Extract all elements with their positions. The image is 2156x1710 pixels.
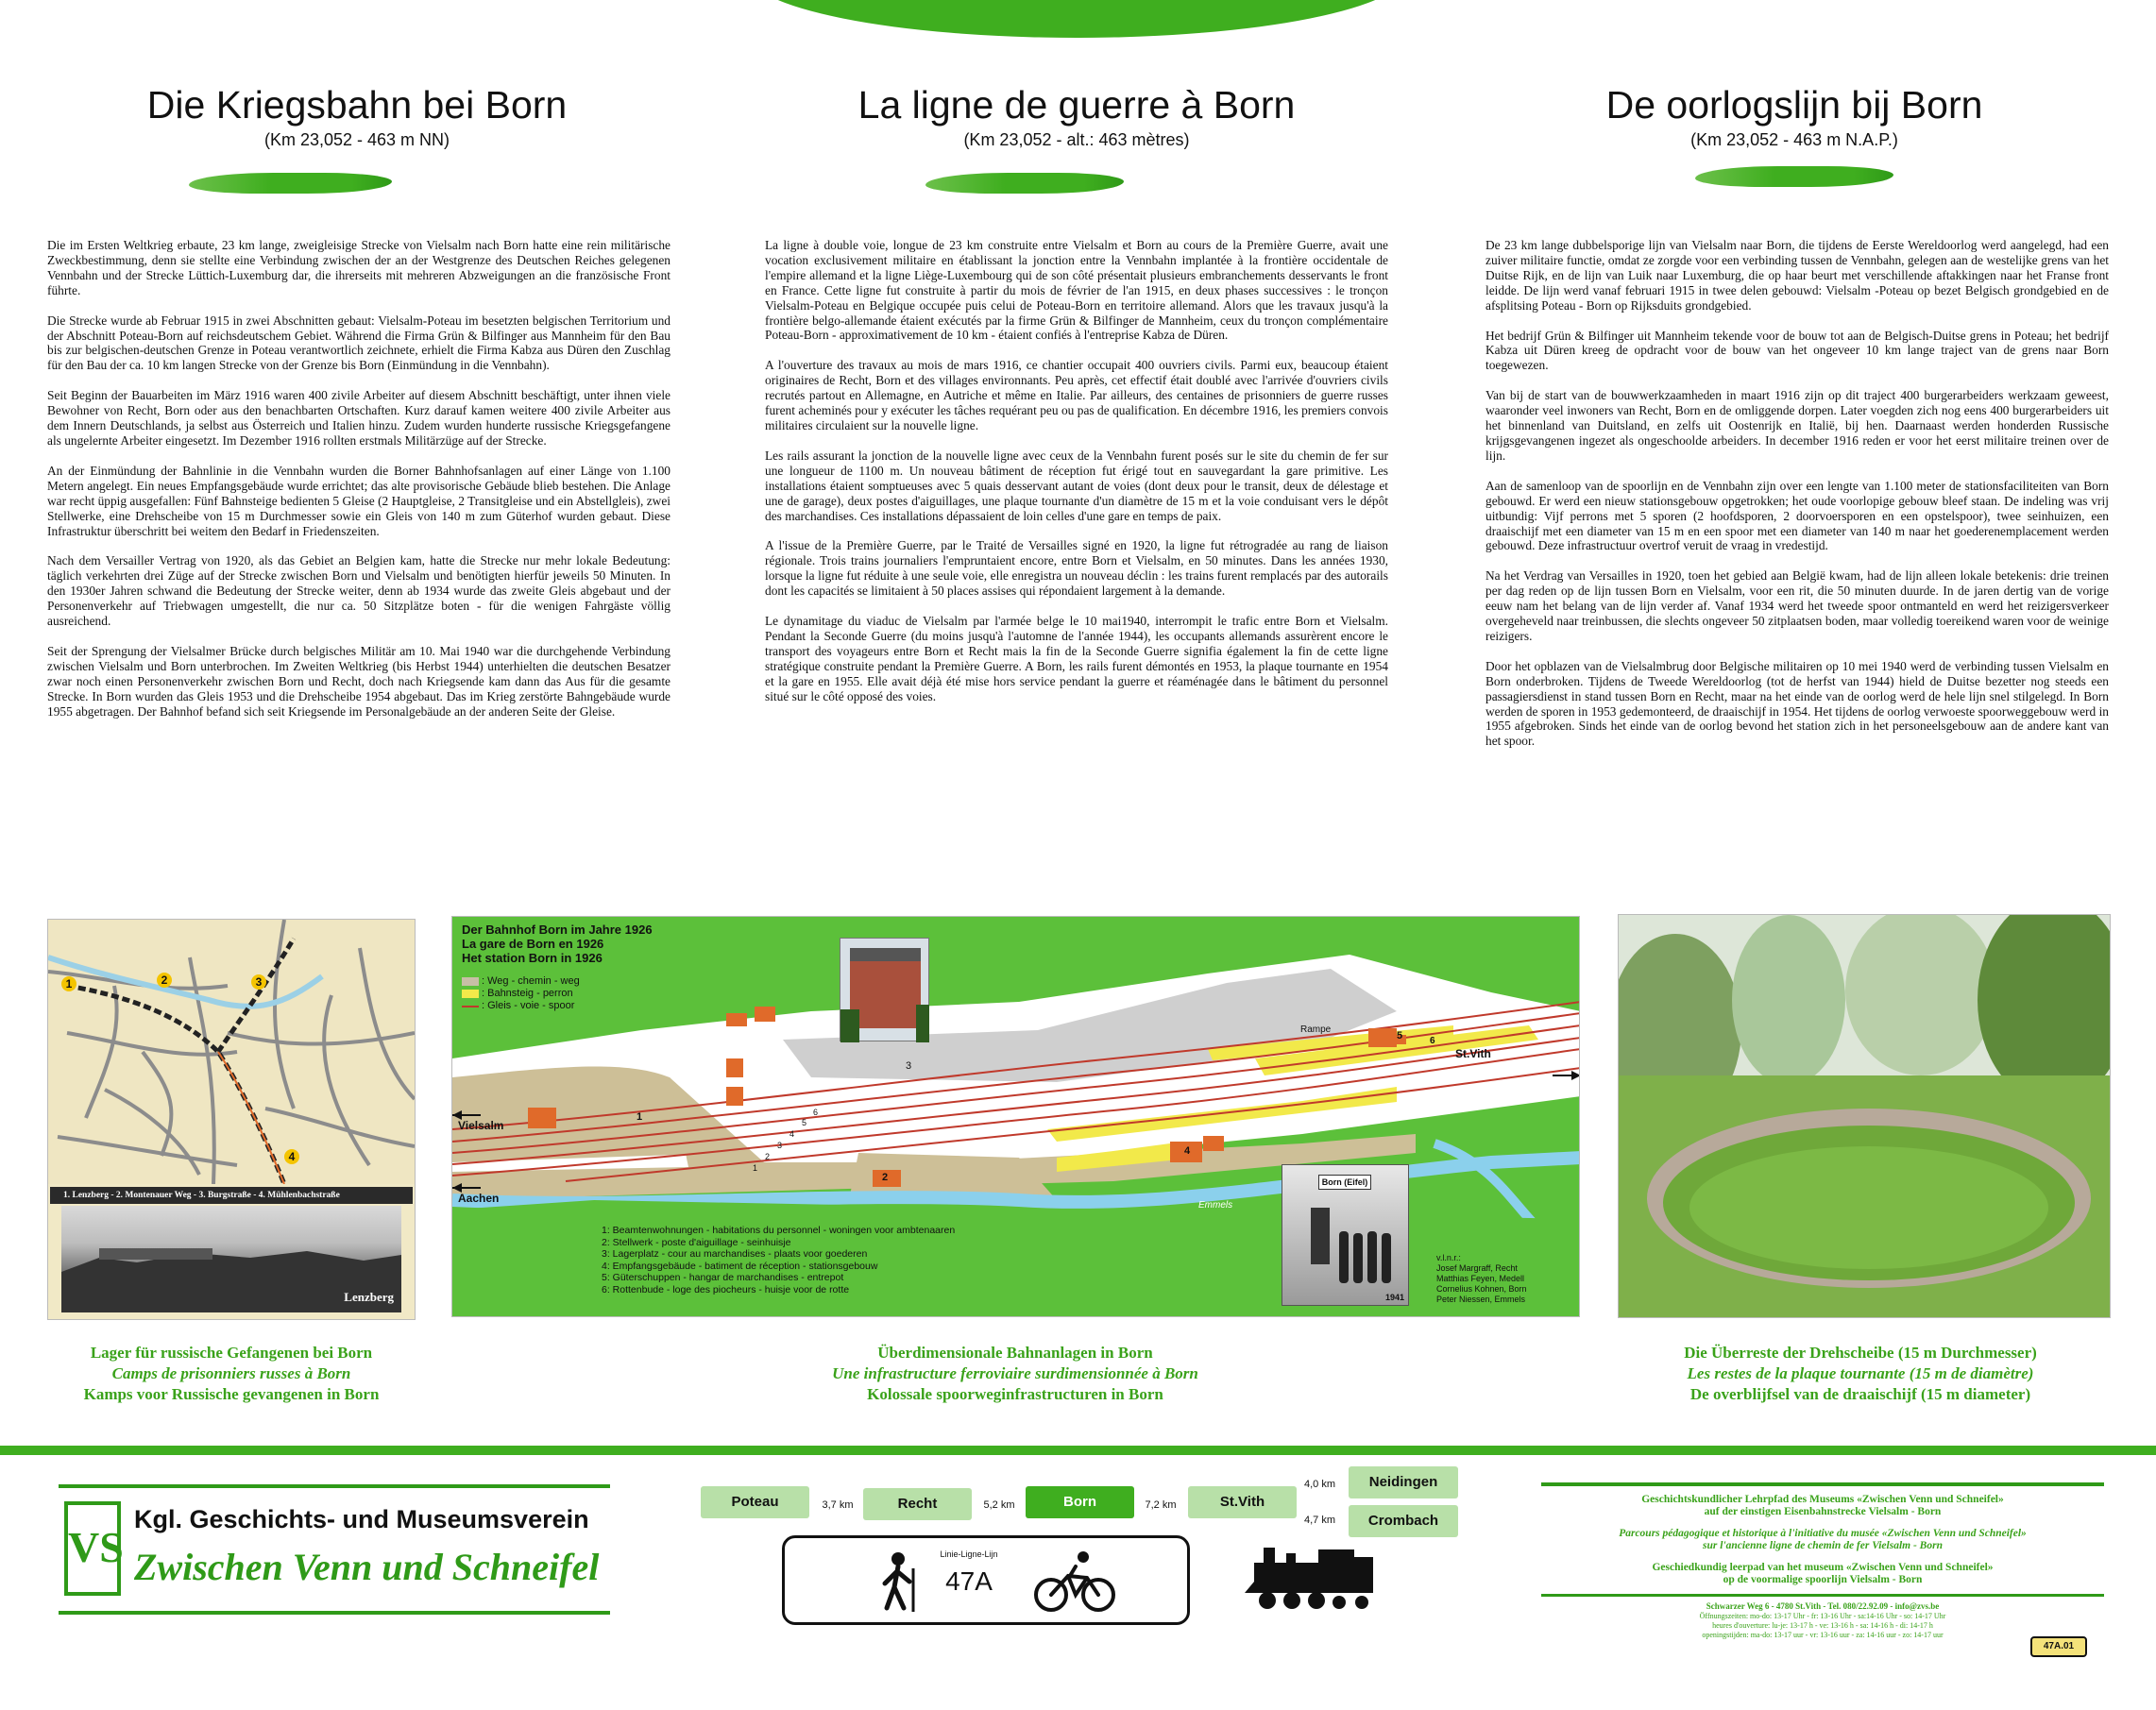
body-text-dutch: [1485, 238, 2109, 764]
label-aachen: Aachen: [458, 1192, 500, 1205]
map-marker: 2: [157, 973, 172, 988]
track-number: 3: [777, 1141, 783, 1150]
paragraph: Die im Ersten Weltkrieg erbaute, 23 km lange, zweigleisige Strecke von Vielsalm nach Born hatte eine rein militärische Zweckbestimmung, denn sie stellte eine Verbindung zwischen der an der Westgrenze des Deutschen Reiches gelegenen Vennbahn und der Strecke Lüttich-Luxemburg dar, die ihrerseits mit mehreren Abzweigungen an die französische Front führte.: [47, 238, 671, 297]
legend-label: : Bahnsteig - perron: [482, 988, 573, 999]
caption-line: Cornelius Kohnen, Born: [1436, 1284, 1527, 1294]
tree: [840, 1009, 859, 1042]
paragraph: Van bij de start van de bouwwerkzaamheden in maart 1916 zijn op dit traject 400 burgerarbeiders werkzaam geweest, waaronder veel inwoners van Recht, Born en de omliggende dorpen. Later voegden zich nog eens 400 burgerarbeiders uit het binnenland van Duitsland, en zelfs uit Oostenrijk en Italië, bij hen. Daarnaast werden honderden Russische krijgsgevangenen ingezet als ongeschoolde arbeiders. In december 1916 reden er voor het eerst militaire treinen over de lijn.: [1485, 388, 2109, 463]
paragraph: Het bedrijf Grün & Bilfinger uit Mannheim tekende voor de bouw tot aan de Belgisch-Duitse grens in Poteau; het bedrijf Kabza uit Düren kreeg de opdracht voor de bouw van het ongeveer 10 km lange traject van de grens naar Born toegewezen.: [1485, 328, 2109, 373]
caption-line: Josef Margraff, Recht: [1436, 1263, 1518, 1273]
list-item: 2: Stellwerk - poste d'aiguillage - seinhuisje: [602, 1236, 791, 1248]
turntable-scene: [1619, 915, 2111, 1318]
distance: 7,2 km: [1145, 1499, 1177, 1511]
list-item: 6: Rottenbude - loge des piocheurs - huisje voor de rotte: [602, 1283, 850, 1295]
logo-line1: Kgl. Geschichts- und Museumsverein: [134, 1505, 589, 1533]
top-decorative-oval: [746, 0, 1407, 38]
label-emmels: Emmels: [1198, 1200, 1233, 1211]
info-hours: heures d'ouverture: lu-je: 13-17 h - ve: 13-16 h - sa: 14-16 h - di: 14-17 h: [1712, 1621, 1933, 1630]
map-marker: 4: [284, 1149, 299, 1164]
door: [1311, 1208, 1330, 1264]
caption-fr: Camps de prisonniers russes à Born: [111, 1364, 351, 1382]
info-line: auf der einstigen Eisenbahnstrecke Vielsalm - Born: [1704, 1506, 1942, 1517]
station-born: Born: [1026, 1486, 1134, 1518]
paragraph: Le dynamitage du viaduc de Vielsalm par l'armée belge le 10 mai1940, interrompit le trafic entre Born et Vielsalm. Pendant la Seconde Guerre (du moins jusqu'à l'automne de l'année 1944), les occupants allemands assurèrent encore le transport des voyageurs entre Born et Recht mais la fin de la Seconde Guerre signifia également la fin de cette ligne stratégique construite pendant la Première Guerre. A Born, les rails furent démontés en 1953, la plaque tournante en 1954 et la gare en 1955. Elle avait déjà été mise hors service pendant la guerre et réaménagée dans le bâtiment du personnel situé sur le côté opposé des voies.: [765, 614, 1388, 703]
caption-fr: Les restes de la plaque tournante (15 m de diamètre): [1687, 1364, 2034, 1382]
station-crombach: Crombach: [1349, 1505, 1458, 1537]
station-stvith: St.Vith: [1188, 1486, 1297, 1518]
track-number: 6: [813, 1108, 819, 1117]
list-item: 3: Lagerplatz - cour au marchandises - plaats voor goederen: [602, 1248, 868, 1260]
plan-title-de: Der Bahnhof Born im Jahre 1926: [462, 923, 653, 937]
distance: 4,7 km: [1303, 1515, 1335, 1526]
label-stvith: St.Vith: [1455, 1047, 1491, 1060]
legend-swatch-platform: [462, 990, 479, 998]
station-plan-title: [462, 923, 653, 965]
caption-nl: Kolossale spoorweginfrastructuren in Born: [867, 1385, 1163, 1403]
paragraph: Les rails assurant la jonction de la nouvelle ligne avec ceux de la Vennbahn furent posés sur le site du chemin de fer sur une longueur de 1100 m. Un nouveau bâtiment de réception fut érigé tout en sauvegardant la gare primitive. Les installations étaient somptueuses avec 5 quais desservant autant de voies (dont deux pour le transit, deux de délestage et une de garage), deux postes d'aiguillages, une plaque tournante d'un diamètre de 15 m et la voie conduisant vers le dépôt des marchandises. Ces installations dépassaient de loin celles d'une gare en temps de paix.: [765, 448, 1388, 523]
info-line: Geschiedkundig leerpad van het museum «Zwischen Venn und Schneifel»: [1652, 1562, 1994, 1573]
legend-label: : Weg - chemin - weg: [482, 975, 580, 987]
brush-stroke-dutch: [1695, 166, 1893, 187]
photo-label: Lenzberg: [344, 1290, 394, 1304]
building-roof: [850, 948, 921, 961]
photo-station-1941: [1282, 1164, 1409, 1306]
distance: 4,0 km: [1303, 1479, 1335, 1490]
distance: 5,2 km: [983, 1499, 1015, 1511]
map-legend-caption: 1. Lenzberg - 2. Montenauer Weg - 3. Burgstraße - 4. Mühlenbachstraße: [50, 1187, 413, 1204]
museum-logo: [59, 1484, 610, 1615]
caption-prisoner-camp: [19, 1343, 444, 1405]
line-number-box: [782, 1535, 1190, 1625]
person: [1339, 1231, 1349, 1283]
map-marker: 3: [251, 974, 266, 990]
station-sign-sub: (Eifel): [1344, 1177, 1368, 1187]
caption-line: Matthias Feyen, Medell: [1436, 1274, 1525, 1283]
legend-swatch-track: [462, 1006, 479, 1007]
label-building-4: 4: [1184, 1145, 1191, 1157]
paragraph: La ligne à double voie, longue de 23 km construite entre Vielsalm et Born au cours de la Première Guerre, avait une vocation exclusivement militaire en établissant la jonction entre la Vennbahn implantée à la frontière occidentale de l'empire allemand et la ligne Liège-Luxembourg qui de son côté présentait plusieurs embranchements desservants le front en France. Cette ligne fut construite à partir du mois de février de l'an 1915, en deux phases successives : le tronçon Vielsalm-Poteau en Belgique occupée puis celui de Poteau-Born en territoire allemand. Alors que les travaux jusqu'à la frontière belgo-allemande étaient exécutés par la firme Grün & Bilfinger de Mannheim, ceux du tronçon complémentaire Poteau-Born - approximativement de 10 km - étaient confiés à l'entreprise Kabza de Düren.: [765, 238, 1388, 343]
track-number: 2: [765, 1152, 771, 1161]
paragraph: Die Strecke wurde ab Februar 1915 in zwei Abschnitten gebaut: Vielsalm-Poteau im besetzten belgischen Territorium und der Abschnitt Poteau-Born auf reichsdeutschem Gebiet. Während die Firma Grün & Bilfinger aus Mannheim für den Bau bis zur belgischen-deutschen Grenze in Poteau verantwortlich zeichnete, erhielt die Firma Kabza aus Düren den Zuschlag für den Bau der ca. 10 km langen Strecke von der Grenze bis Born (Einmündung in die Vennbahn).: [47, 313, 671, 373]
brush-stroke-french: [925, 173, 1124, 194]
tree: [916, 1005, 929, 1042]
label-rampe: Rampe: [1300, 1024, 1332, 1035]
station-neidingen: Neidingen: [1349, 1466, 1458, 1498]
paragraph: De 23 km lange dubbelsporige lijn van Vielsalm naar Born, die tijdens de Eerste Wereldoorlog werd aangelegd, had een zuiver militaire functie, omdat ze zorgde voor een verbinding tussen de Vennbahn, gelegen aan de westelijke grens van het Duitse Rijk, en de lijn van Luik naar Luxemburg, die op haar beurt met verschillende aftakkingen naar het Franse front leidde. De lijn werd vanaf februari 1915 in twee delen gebouwd: Vielsalm -Poteau op bezet Belgisch grondgebied en de afsplitsing Poteau - Born op Rijksduits grondgebied.: [1485, 238, 2109, 313]
panel-code-badge: 47A.01: [2030, 1636, 2087, 1657]
paragraph: Aan de samenloop van de spoorlijn en de Vennbahn zijn over een lengte van 1.100 meter de stationsfaciliteiten van Born gebouwd. Er werd een nieuw stationsgebouw opgetrokken; het oude voorlopige gebouw bleef staan. De indeling was vrij uitbundig: Vijf perrons met 5 sporen (2 hoofdsporen, 2 doorvoersporen en een opstelspoor), twee seinhuizen, een draaischijf met een diameter van 15 m en een spoor met een diameter van 140 m naar het goederenemplacement werden gebouwd. Deze infrastructuur overtrof veruit de vraag in vredestijd.: [1485, 478, 2109, 553]
label-vielsalm: Vielsalm: [458, 1119, 504, 1132]
list-item: 4: Empfangsgebäude - batiment de réception - stationsgebouw: [602, 1260, 878, 1272]
info-hours: Öffnungszeiten: mo-do: 13-17 Uhr - fr: 13-16 Uhr - sa:14-16 Uhr - so: 14-17 Uhr: [1699, 1612, 1946, 1620]
title-dutch: De oorlogslijn bij Born: [1605, 83, 1983, 127]
distance: 3,7 km: [822, 1499, 854, 1511]
info-hours: openingstijden: ma-do: 13-17 uur - vr: 13-16 uur - za: 14-16 uur - zo: 14-17 uur: [1702, 1631, 1944, 1639]
photo-people-caption: [1436, 1253, 1527, 1305]
caption-station-plan: [727, 1343, 1303, 1405]
plan-numbered-list: [602, 1225, 955, 1295]
station-poteau: Poteau: [701, 1486, 809, 1518]
label-building-2: 2: [882, 1172, 889, 1183]
person: [1382, 1233, 1391, 1283]
brush-stroke-german: [189, 173, 392, 194]
person: [1367, 1231, 1377, 1283]
logo-line2: Zwischen Venn und Schneifel: [134, 1546, 600, 1588]
info-block: [1541, 1482, 2104, 1640]
photo-lenzberg: [61, 1206, 401, 1312]
paragraph: An der Einmündung der Bahnlinie in die Vennbahn wurden die Borner Bahnhofsanlagen auf einer Länge von 1.100 Metern angelegt. Ein neues Empfangsgebäude wurde errichtet; das alte provisorische Gebäude blieb bestehen. Die Anlage war recht üppig ausgefallen: Fünf Bahnsteige bedienten 5 Gleise (2 Hauptgleise, 2 Transitgleise und ein Abstellgleis), zwei Stellwerke, eine Drehscheibe von 15 m Durchmesser sowie ein Gleis von 140 m zum Güterhof wurden gebaut. Diese Infrastruktur überschritt bei weitem den Bedarf in Friedenszeiten.: [47, 463, 671, 538]
label-area-3: 3: [906, 1060, 912, 1072]
label-building-5: 5: [1397, 1030, 1403, 1041]
line-number: 47A: [945, 1566, 993, 1596]
photo-turntable-remains: [1618, 914, 2111, 1318]
info-line: Parcours pédagogique et historique à l'initiative du musée «Zwischen Venn und Schneifel»: [1619, 1528, 2027, 1539]
caption-fr: Une infrastructure ferroviaire surdimensionnée à Born: [832, 1364, 1198, 1382]
label-building-6: 6: [1430, 1036, 1435, 1046]
paragraph: Nach dem Versailler Vertrag von 1920, als das Gebiet an Belgien kam, hatte die Strecke nur mehr lokale Bedeutung: täglich verkehrten drei Züge auf der Strecke zwischen Born und Vielsalm und benötigten hierfür jeweils 50 Minuten. In den 1930er Jahren schwand die Bedeutung der Strecke weiter, denn ab 1934 wurde das zweite Gleis abgebaut und der Personenverkehr auf Triebwagen umgestellt, die nur ca. 50 Sitzplätze boten - für die wenigen Fahrgäste völlig ausreichend.: [47, 553, 671, 629]
track-number: 4: [789, 1129, 795, 1139]
caption-turntable: [1568, 1343, 2153, 1405]
plan-title-fr: La gare de Born en 1926: [462, 937, 604, 951]
map-marker: 1: [61, 976, 76, 991]
caption-nl: De overblijfsel van de draaischijf (15 m diameter): [1689, 1385, 2031, 1403]
paragraph: A l'ouverture des travaux au mois de mars 1916, ce chantier occupait 400 ouvriers civils. Parmi eux, beaucoup étaient originaires de Recht, Born et des villages environnants. Peu après, cet effectif était doublé avec l'arrivée d'ouvriers civils recrutés partout en Allemagne, en Autriche et même en Italie. Par ailleurs, des centaines de prisonniers de guerre russes furent acheminés pour y exécuter les tâches requérant peu ou pas de qualification. En décembre 1916, les premiers convois militaires circulaient sur la nouvelle ligne.: [765, 358, 1388, 432]
area-map: [48, 920, 415, 1184]
station-sign-name: Born: [1321, 1177, 1342, 1187]
list-item: 1: Beamtenwohnungen - habitations du personnel - woningen voor ambtenaaren: [602, 1225, 956, 1236]
info-line: op de voormalige spoorlijn Vielsalm - Born: [1723, 1574, 1923, 1585]
logo-mark: VS: [64, 1501, 121, 1596]
info-line: Geschichtskundlicher Lehrpfad des Museums «Zwischen Venn und Schneifel»: [1641, 1494, 2004, 1505]
caption-nl: Kamps voor Russische gevangenen in Born: [83, 1385, 380, 1403]
station-sign: [1318, 1175, 1371, 1190]
plan-legend: [462, 975, 580, 1012]
line-label: Linie-Ligne-Lijn: [940, 1549, 998, 1559]
building-facade: [850, 957, 921, 1028]
info-line: sur l'ancienne ligne de chemin de fer Vielsalm - Born: [1703, 1540, 1943, 1551]
hiker-icon: [870, 1549, 926, 1616]
locomotive-icon: [1245, 1544, 1377, 1612]
title-french: La ligne de guerre à Born: [857, 83, 1296, 127]
caption-de: Die Überreste der Drehscheibe (15 m Durchmesser): [1684, 1344, 2037, 1362]
person: [1353, 1233, 1363, 1283]
photo-station-building: [840, 938, 929, 1041]
paragraph: Seit der Sprengung der Vielsalmer Brücke durch belgisches Militär am 10. Mai 1940 war die durchgehende Verbindung zwischen Vielsalm und Born unterbrochen. Im Zweiten Weltkrieg (bis Herbst 1944) unterhielten die deutschen Besatzer zwar noch einen Personenverkehr zwischen Born und Recht, doch nach Kriegsende kam dann das Aus für die gesamte Strecke. In Born wurden das Gleis 1953 und die Drehscheibe 1954 abgebaut. Das im Krieg zerstörte Bahngebäude wurde 1955 abgetragen. Der Bahnhof befand sich seit Kriegsende im Personalgebäude an der anderen Seite der Gleise.: [47, 643, 671, 719]
caption-line: v.l.n.r.:: [1436, 1253, 1461, 1262]
legend-swatch-path: [462, 977, 479, 986]
caption-de: Überdimensionale Bahnanlagen in Born: [877, 1344, 1153, 1362]
photo-year: 1941: [1384, 1293, 1404, 1302]
footer-separator: [0, 1446, 2156, 1455]
list-item: 5: Güterschuppen - hangar de marchandises - entrepot: [602, 1272, 844, 1283]
plan-title-nl: Het station Born in 1926: [462, 951, 603, 965]
body-text-german: [47, 238, 671, 734]
title-german: Die Kriegsbahn bei Born: [146, 83, 568, 127]
caption-de: Lager für russische Gefangenen bei Born: [90, 1344, 373, 1362]
body-text-french: [765, 238, 1388, 719]
track-number: 5: [802, 1118, 807, 1127]
paragraph: Seit Beginn der Bauarbeiten im März 1916 waren 400 zivile Arbeiter auf diesem Abschnitt beschäftigt, unter ihnen viele Bewohner von Recht, Born oder aus den benachbarten Ortschaften. Kurz darauf kamen weitere 400 zivile Arbeiter aus dem Innern Deutschlands, ja selbst aus Österreich und Italien hinzu. Zudem wurden hunderte russische Kriegsgefangene als ungelernte Arbeiter eingesetzt. Im Dezember 1916 rollten erstmals Militärzüge auf der Strecke.: [47, 388, 671, 448]
subtitle-dutch: (Km 23,052 - 463 m N.A.P.): [1690, 130, 1898, 149]
figure-map-lenzberg: [47, 919, 416, 1320]
track-number: 1: [753, 1163, 758, 1173]
paragraph: Door het opblazen van de Vielsalmbrug door Belgische militairen op 10 mei 1940 werd de verbinding tussen Vielsalm en Born onderbroken. Tijdens de Tweede Wereldoorlog (tot de herfst van 1944) hield de Duitse bezetter nog steeds een passagiersdienst in stand tussen Born en Recht, maar na het einde van de oorlog werd de hele lijn snel stilgelegd. In Born werden de sporen in 1953 gedemonteerd, de draaischijf in 1954. Het tijdens de oorlog verwoeste spoorweggebouw werd in 1955 afgebroken. Sinds het einde van de oorlog bevond het station zich in het personeelsgebouw aan de andere kant van het spoor.: [1485, 658, 2109, 749]
figure-station-plan: [451, 916, 1580, 1317]
info-address: Schwarzer Weg 6 - 4780 St.Vith - Tel. 080/22.92.09 - info@zvs.be: [1706, 1601, 1940, 1611]
station-recht: Recht: [863, 1488, 972, 1520]
paragraph: A l'issue de la Première Guerre, par le Traité de Versailles signé en 1920, la ligne fut rétrogradée au rang de liaison régionale. Trois trains journaliers l'empruntaient encore, entre Born et Vielsalm, en 50 minutes. Dans les années 1930, lorsque la ligne fut réduite à une seule voie, elle enregistra un nouveau déclin : les trains furent remplacés par des autorails dont les capacités se limitaient à 50 places assises qui répondaient largement à la demande.: [765, 538, 1388, 599]
subtitle-french: (Km 23,052 - alt.: 463 mètres): [963, 130, 1190, 149]
bicycle-icon: [1032, 1549, 1117, 1616]
legend-label: : Gleis - voie - spoor: [482, 1000, 575, 1011]
caption-line: Peter Niessen, Emmels: [1436, 1295, 1526, 1304]
subtitle-german: (Km 23,052 - 463 m NN): [263, 130, 450, 149]
paragraph: Na het Verdrag van Versailles in 1920, toen het gebied aan België kwam, had de lijn alleen lokale betekenis: drie treinen per dag reden op de lijn tussen Born en Vielsalm, voor een rit, die 50 minuten duurde. In de jaren dertig van de vorige eeuw nam het belang van de lijn verder af. Vanaf 1934 werd het tweede spoor ontmanteld en werd het reizigersverkeer overgeheveld naar treinbussen, die slechts ongeveer 50 zitplaatsen boden, maar volledig toereikend waren voor de weinige reizigers.: [1485, 568, 2109, 643]
label-building-1: 1: [637, 1111, 643, 1123]
